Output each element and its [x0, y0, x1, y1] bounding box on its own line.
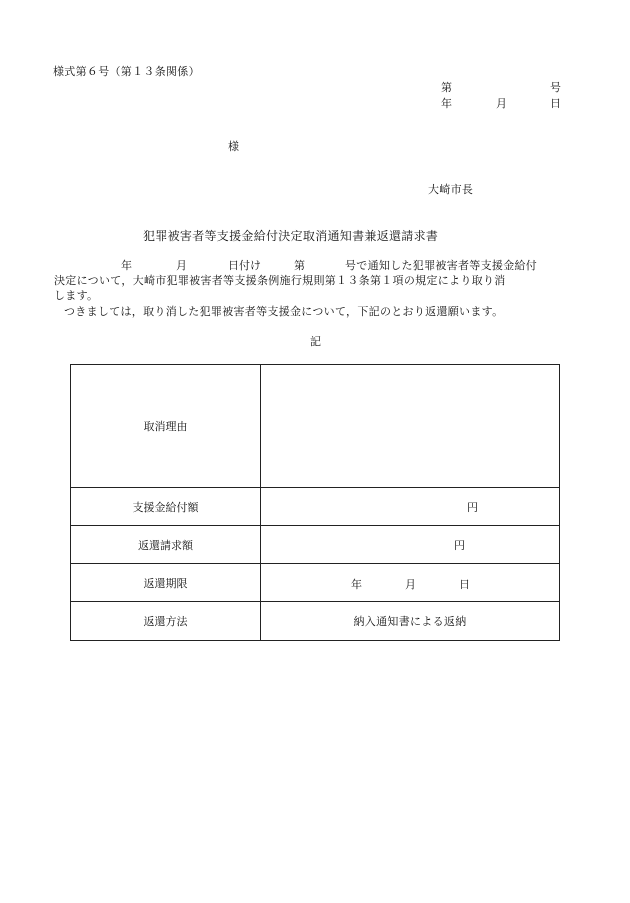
table-row-reason — [71, 365, 560, 488]
doc-no-suffix: 号 — [550, 81, 561, 94]
deadline-month: 月 — [405, 578, 416, 591]
addressee-honorific: 様 — [228, 140, 239, 153]
method-label: 返還方法 — [71, 602, 261, 641]
body-dated: 日付け — [228, 259, 261, 272]
details-table — [70, 364, 560, 641]
table-row-method — [71, 602, 560, 641]
table-row-amount — [71, 488, 560, 526]
claim-label: 返還請求額 — [71, 526, 261, 564]
table-row-claim — [71, 526, 560, 564]
body-no-prefix: 第 — [294, 259, 305, 272]
issuer-name: 大崎市長 — [428, 183, 474, 196]
deadline-value — [261, 564, 560, 602]
date-day-label: 日 — [550, 97, 561, 110]
page-title: 犯罪被害者等支援金給付決定取消通知書兼返還請求書 — [143, 229, 439, 243]
table-row-deadline — [71, 564, 560, 602]
body-line2: 決定について，大崎市犯罪被害者等支援条例施行規則第１３条第１項の規定により取り消 — [54, 274, 506, 287]
body-year: 年 — [121, 259, 132, 272]
body-line1-rest: 号で通知した犯罪被害者等支援金給付 — [345, 259, 538, 272]
amount-unit: 円 — [261, 488, 560, 526]
deadline-year: 年 — [351, 578, 362, 591]
form-number: 様式第６号（第１３条関係） — [53, 65, 200, 78]
claim-unit: 円 — [261, 526, 560, 564]
reason-label: 取消理由 — [71, 365, 261, 488]
reason-value — [261, 365, 560, 488]
body-line4: つきましては，取り消した犯罪被害者等支援金について，下記のとおり返還願います。 — [64, 305, 504, 318]
deadline-day: 日 — [459, 578, 470, 591]
body-line3: します。 — [54, 289, 99, 302]
date-year-label: 年 — [441, 97, 452, 110]
amount-label: 支援金給付額 — [71, 488, 261, 526]
date-month-label: 月 — [496, 97, 507, 110]
note-heading: 記 — [310, 335, 321, 348]
doc-no-prefix: 第 — [441, 81, 452, 94]
deadline-label: 返還期限 — [71, 564, 261, 602]
body-month: 月 — [176, 259, 187, 272]
method-value: 納入通知書による返納 — [261, 602, 560, 641]
